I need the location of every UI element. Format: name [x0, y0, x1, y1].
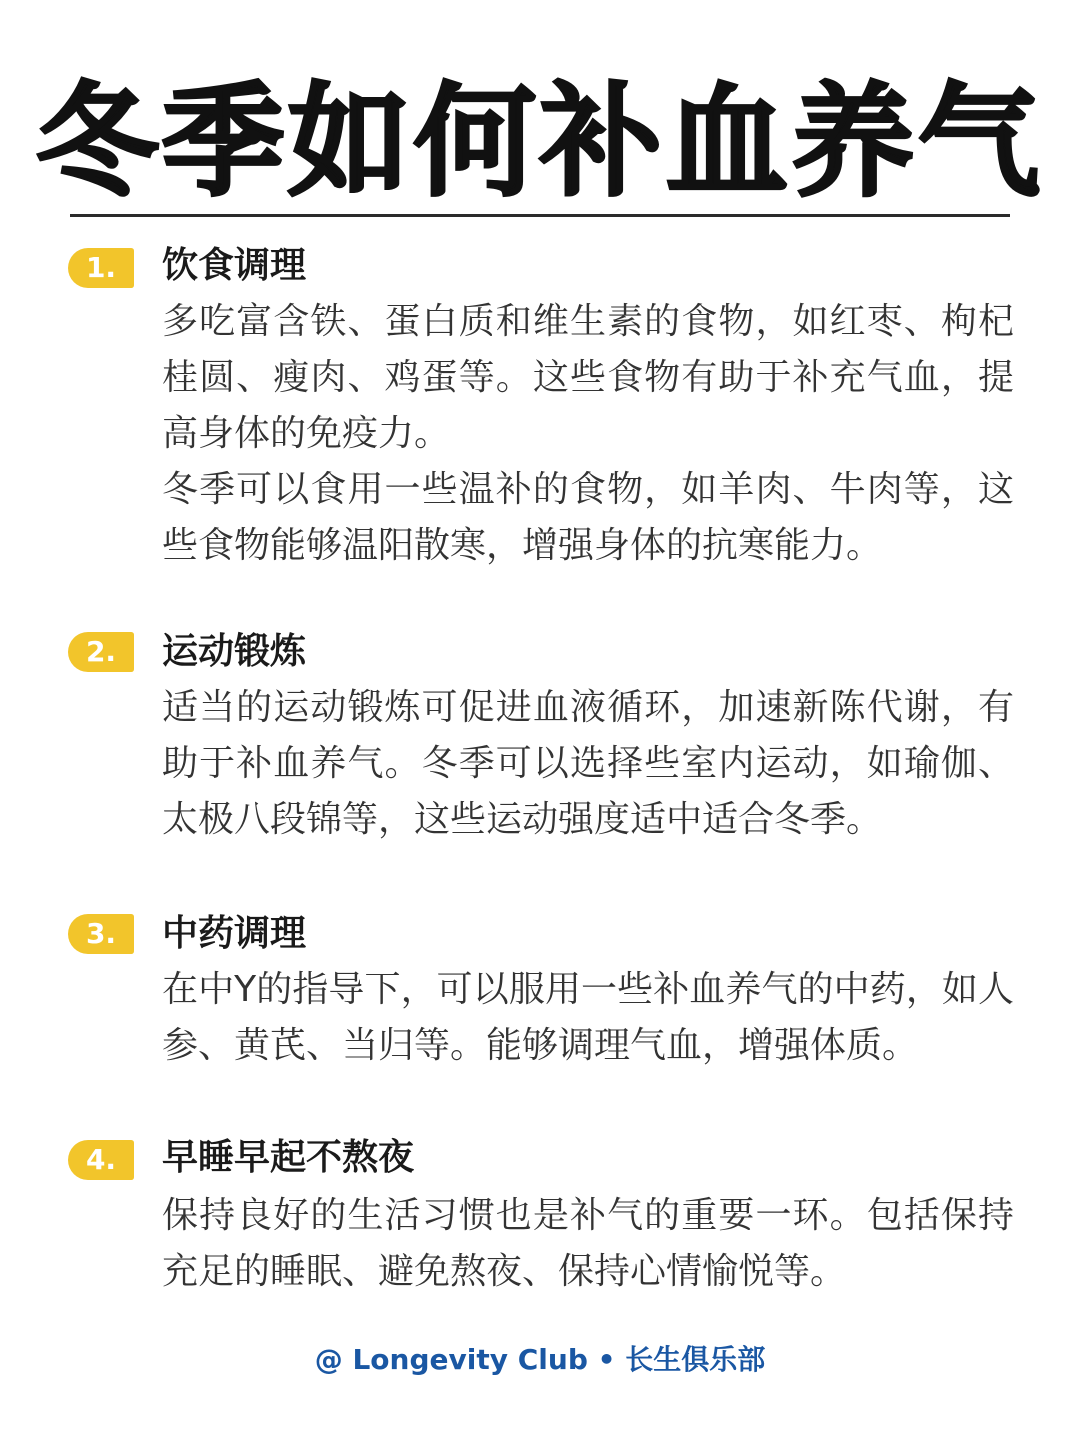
- section-number-badge: 2.: [68, 632, 134, 672]
- section-number-badge: 3.: [68, 914, 134, 954]
- section-paragraph: 保持良好的生活习惯也是补气的重要一环。包括保持充足的睡眠、避免熬夜、保持心情愉悦等。: [162, 1195, 1014, 1292]
- section-body: [162, 294, 1014, 574]
- section-body: [162, 1188, 1014, 1300]
- section-number-badge: 4.: [68, 1140, 134, 1180]
- section-number-badge: 1.: [68, 248, 134, 288]
- section-paragraph: 多吃富含铁、蛋白质和维生素的食物，如红枣、枸杞桂圆、瘦肉、鸡蛋等。这些食物有助于补充气血，提高身体的免疫力。: [162, 301, 1014, 454]
- page-title: 冬季如何补血养气: [36, 71, 1044, 213]
- footer-credit: @ Longevity Club • 长生俱乐部: [314, 1343, 766, 1376]
- section-heading: 运动锻炼: [162, 631, 307, 672]
- section-heading: 饮食调理: [162, 245, 307, 286]
- section-paragraph: 在中Y的指导下，可以服用一些补血养气的中药，如人参、黄芪、当归等。能够调理气血，增强体质。: [162, 969, 1014, 1066]
- title-divider: [70, 214, 1010, 217]
- section-heading: 中药调理: [162, 913, 307, 954]
- section-paragraph: 冬季可以食用一些温补的食物，如羊肉、牛肉等，这些食物能够温阳散寒，增强身体的抗寒能力。: [162, 469, 1014, 566]
- section-paragraph: 适当的运动锻炼可促进血液循环，加速新陈代谢，有助于补血养气。冬季可以选择些室内运动，如瑜伽、太极八段锦等，这些运动强度适中适合冬季。: [162, 687, 1014, 840]
- section-body: [162, 962, 1014, 1074]
- section-body: [162, 680, 1014, 848]
- section-heading: 早睡早起不熬夜: [162, 1137, 415, 1178]
